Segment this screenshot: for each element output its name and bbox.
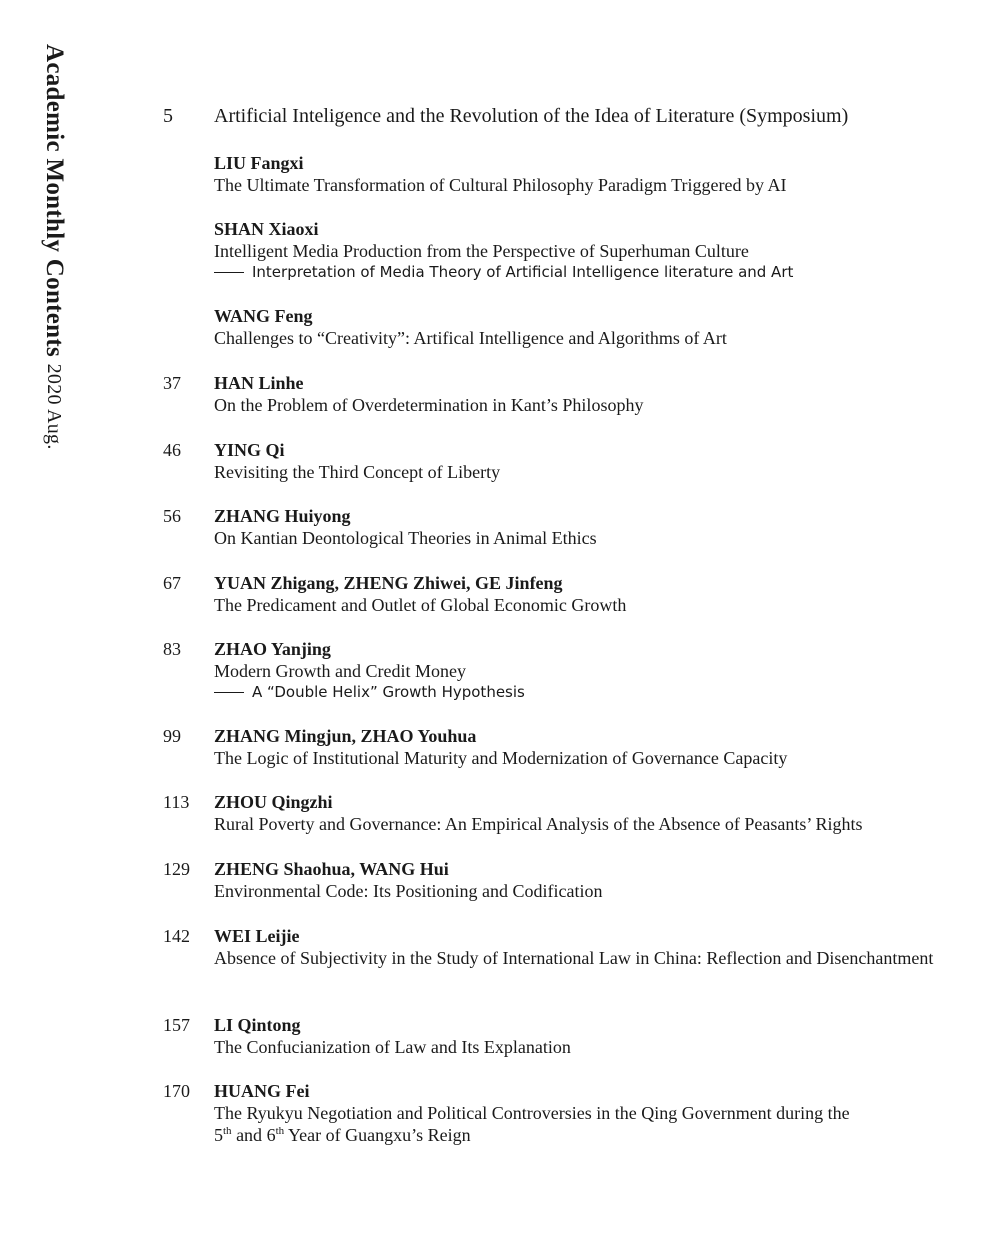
article-title: On the Problem of Overdetermination in Kant’s Philosophy	[214, 395, 644, 415]
article-title: Absence of Subjectivity in the Study of International Law in China: Reflection and Disenchantment	[214, 948, 934, 968]
article-author: ZHANG Mingjun, ZHAO Youhua	[214, 726, 477, 746]
article-author: YING Qi	[214, 440, 285, 460]
dash-rule	[214, 272, 244, 273]
article-title: The Confucianization of Law and Its Explanation	[214, 1037, 571, 1057]
page-number: 142	[163, 926, 190, 946]
article-author: ZHENG Shaohua, WANG Hui	[214, 859, 449, 879]
article-author: WANG Feng	[214, 306, 313, 326]
page-number: 170	[163, 1081, 190, 1101]
article-author: HUANG Fei	[214, 1081, 310, 1101]
article-subtitle: Interpretation of Media Theory of Artificial Intelligence literature and Art	[214, 262, 959, 282]
page-number: 129	[163, 859, 190, 879]
page-number: 99	[163, 726, 181, 746]
page-number: 67	[163, 573, 181, 593]
article-author: HAN Linhe	[214, 373, 304, 393]
article-author: WEI Leijie	[214, 926, 300, 946]
article-title: The Logic of Institutional Maturity and Modernization of Governance Capacity	[214, 748, 788, 768]
page-number: 37	[163, 373, 181, 393]
page-number: 113	[163, 792, 190, 812]
article-author: ZHAO Yanjing	[214, 639, 331, 659]
article-title: The Ultimate Transformation of Cultural Philosophy Paradigm Triggered by AI	[214, 175, 787, 195]
article-title: On Kantian Deontological Theories in Animal Ethics	[214, 528, 597, 548]
article-author: YUAN Zhigang, ZHENG Zhiwei, GE Jinfeng	[214, 573, 563, 593]
page-number: 5	[163, 105, 173, 127]
article-title: Modern Growth and Credit Money	[214, 661, 466, 681]
article-author: ZHANG Huiyong	[214, 506, 351, 526]
article-author: SHAN Xiaoxi	[214, 219, 319, 239]
journal-title: Academic Monthly Contents	[41, 44, 68, 358]
article-title: Challenges to “Creativity”: Artifical Intelligence and Algorithms of Art	[214, 328, 727, 348]
page-number: 157	[163, 1015, 190, 1035]
article-title: Revisiting the Third Concept of Liberty	[214, 462, 501, 482]
article-title: Rural Poverty and Governance: An Empirical Analysis of the Absence of Peasants’ Rights	[214, 814, 863, 834]
article-author: LIU Fangxi	[214, 153, 304, 173]
page-number: 56	[163, 506, 181, 526]
article-title: The Ryukyu Negotiation and Political Controversies in the Qing Government during the 5th and 6th Year of Guangxu’s Reign	[214, 1103, 850, 1145]
issue-date: 2020 Aug.	[43, 363, 65, 450]
page-number: 46	[163, 440, 181, 460]
page-number: 83	[163, 639, 181, 659]
article-author: LI Qintong	[214, 1015, 301, 1035]
article-subtitle: A “Double Helix” Growth Hypothesis	[214, 682, 959, 702]
article-title: Environmental Code: Its Positioning and Codification	[214, 881, 603, 901]
article-title: The Predicament and Outlet of Global Economic Growth	[214, 595, 627, 615]
section-title: Artificial Inteligence and the Revolution of the Idea of Literature (Symposium)	[214, 105, 849, 127]
article-title: Intelligent Media Production from the Perspective of Superhuman Culture	[214, 241, 749, 261]
article-author: ZHOU Qingzhi	[214, 792, 333, 812]
dash-rule	[214, 692, 244, 693]
